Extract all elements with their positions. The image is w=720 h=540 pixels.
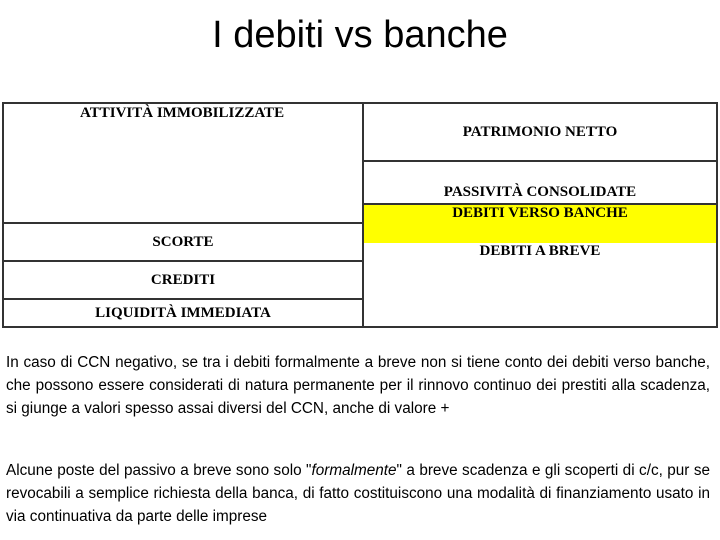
paragraph-text: Alcune poste del passivo a breve sono solo " (6, 462, 312, 479)
row-divider (4, 222, 362, 224)
balance-sheet-table (2, 102, 718, 328)
row-divider (364, 203, 716, 205)
row-divider (4, 260, 362, 262)
slide-title: I debiti vs banche (212, 14, 508, 56)
paragraph-text: " a breve scadenza e gli scoperti di c/c, pur se revocabili a semplice richiesta della banca, di fatto costituiscono una modalità di finanziamento usato in via continuativa da parte delle imprese (6, 462, 710, 525)
paragraph-short-term (6, 459, 710, 528)
liquidity-cell: LIQUIDITÀ IMMEDIATA (95, 304, 271, 321)
column-divider (362, 104, 364, 326)
bank-debt-cell: DEBITI VERSO BANCHE (452, 205, 628, 221)
inventory-cell: SCORTE (152, 233, 214, 250)
receivables-cell: CREDITI (150, 271, 216, 288)
emphasis-text: formalmente (311, 462, 397, 479)
row-divider (364, 160, 716, 162)
paragraph-ccn: In caso di CCN negativo, se tra i debiti formalmente a breve non si tiene conto dei debiti verso banche, che possono essere considerati di natura permanente per il rinnovo continuo dei prestiti alla scadenza, si giunge a valori spesso assai diversi del CCN, anche di valore + (6, 354, 710, 417)
equity-cell: PATRIMONIO NETTO (462, 123, 618, 140)
row-divider (4, 298, 362, 300)
short-term-debt-cell: DEBITI A BREVE (479, 242, 601, 259)
fixed-assets-cell: ATTIVITÀ IMMOBILIZZATE (80, 105, 285, 121)
long-term-liabilities-cell: PASSIVITÀ CONSOLIDATE (443, 184, 637, 200)
